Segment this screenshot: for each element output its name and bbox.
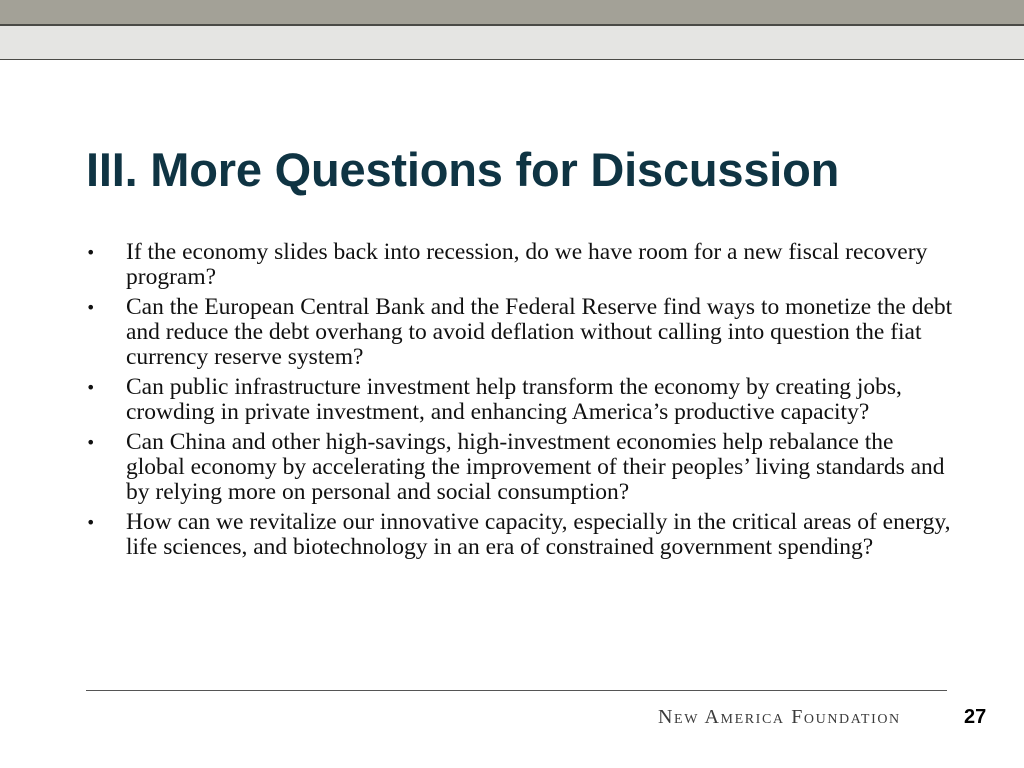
bullet-text: Can the European Central Bank and the Federal Reserve find ways to monetize the debt and reduce the debt overhang to avoid deflation without calling into question the fiat currency reserve system? bbox=[126, 294, 953, 370]
footer-divider-line bbox=[86, 690, 947, 691]
bullet-text: Can public infrastructure investment help transform the economy by creating jobs, crowding in private investment, and enhancing America’s productive capacity? bbox=[126, 374, 902, 425]
page-number: 27 bbox=[964, 706, 987, 728]
bullet-item bbox=[86, 510, 956, 560]
slide-title: III. More Questions for Discussion bbox=[86, 143, 840, 196]
bullet-text: If the economy slides back into recession, do we have room for a new fiscal recovery program? bbox=[126, 239, 928, 290]
header-bottom-line bbox=[0, 59, 1024, 60]
bullet-item bbox=[86, 430, 956, 505]
top-header-band bbox=[0, 0, 1024, 24]
organization-logo: New America Foundation bbox=[658, 706, 901, 728]
bullet-list bbox=[86, 240, 956, 565]
bullet-marker-icon: • bbox=[86, 433, 96, 452]
bullet-marker-icon: • bbox=[86, 378, 96, 397]
bullet-item bbox=[86, 375, 956, 425]
bullet-marker-icon: • bbox=[86, 243, 96, 262]
bullet-marker-icon: • bbox=[86, 298, 96, 317]
bullet-item bbox=[86, 295, 956, 370]
bullet-text: Can China and other high-savings, high-investment economies help rebalance the global economy by accelerating the improvement of their peoples’ living standards and by relying more on personal and social consumption? bbox=[126, 429, 945, 505]
bullet-text: How can we revitalize our innovative capacity, especially in the critical areas of energy, life sciences, and biotechnology in an era of constrained government spending? bbox=[126, 509, 951, 560]
bullet-marker-icon: • bbox=[86, 513, 96, 532]
header-sub-band bbox=[0, 26, 1024, 59]
bullet-item bbox=[86, 240, 956, 290]
